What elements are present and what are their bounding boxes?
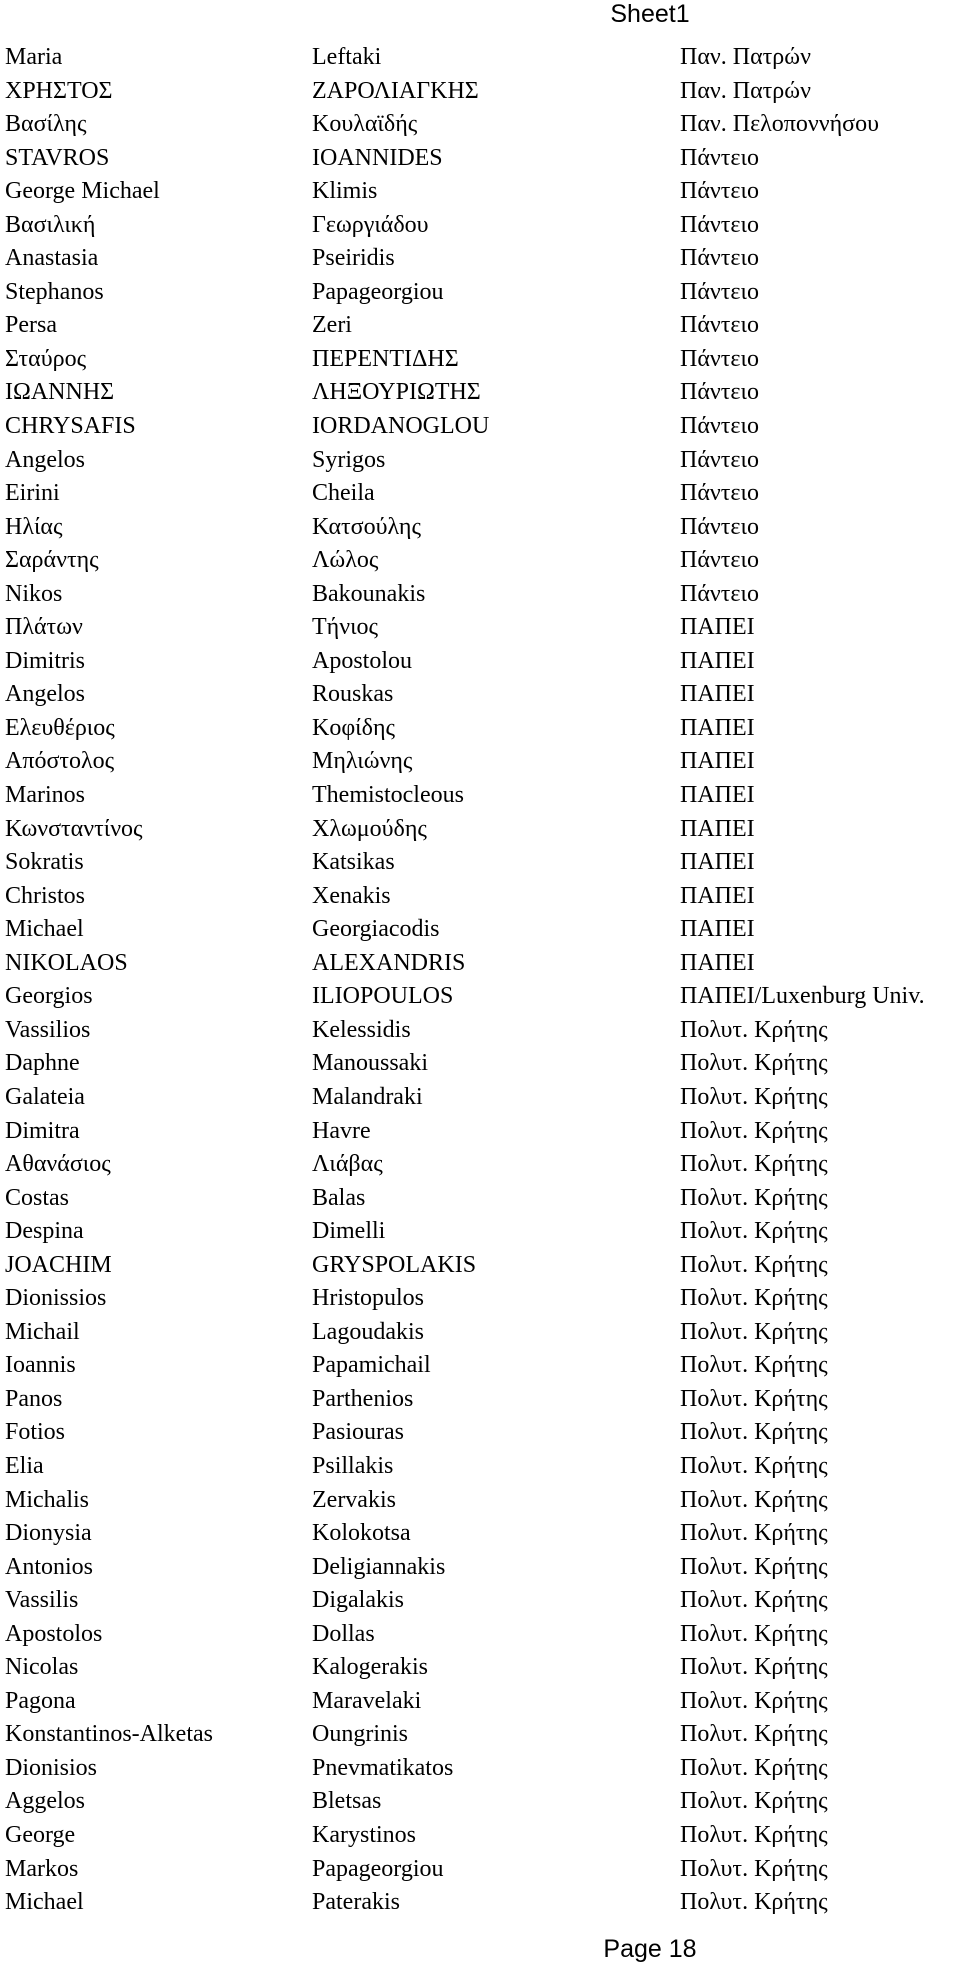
last-name-cell: Κουλαϊδής	[312, 111, 418, 138]
table-row	[5, 1685, 960, 1719]
first-name-cell: Daphne	[5, 1050, 80, 1077]
last-name-cell: Psillakis	[312, 1452, 394, 1479]
institution-cell: ΠΑΠΕΙ	[680, 614, 755, 641]
last-name-cell: Χλωμούδης	[312, 815, 427, 842]
institution-cell: Πολυτ. Κρήτης	[680, 1352, 828, 1379]
first-name-cell: Dimitris	[5, 647, 86, 674]
table-row	[5, 678, 960, 712]
table-row	[5, 1282, 960, 1316]
last-name-cell: IOANNIDES	[312, 144, 443, 171]
institution-cell: Πάντειο	[680, 278, 759, 305]
last-name-cell: ΛΗΞΟΥΡΙΩΤΗΣ	[312, 379, 481, 406]
institution-cell: Πολυτ. Κρήτης	[680, 1385, 828, 1412]
table-row	[5, 1115, 960, 1149]
first-name-cell: Eirini	[5, 480, 60, 507]
first-name-cell: Stephanos	[5, 278, 104, 305]
last-name-cell: Katsikas	[312, 849, 395, 876]
table-row	[5, 410, 960, 444]
first-name-cell: Dionysia	[5, 1520, 92, 1547]
last-name-cell: Klimis	[312, 178, 378, 205]
last-name-cell: ALEXANDRIS	[312, 949, 466, 976]
first-name-cell: Maria	[5, 44, 63, 70]
institution-cell: Παν. Πατρών	[680, 44, 811, 70]
institution-cell: Πολυτ. Κρήτης	[680, 1452, 828, 1479]
institution-cell: ΠΑΠΕΙ	[680, 849, 755, 876]
institution-cell: Πάντειο	[680, 211, 759, 238]
first-name-cell: Angelos	[5, 446, 85, 473]
institution-cell: Πάντειο	[680, 178, 759, 205]
institution-cell: Πολυτ. Κρήτης	[680, 1486, 828, 1513]
institution-cell: Πάντειο	[680, 379, 759, 406]
last-name-cell: Cheila	[312, 480, 375, 507]
first-name-cell: Dionissios	[5, 1285, 107, 1312]
first-name-cell: Dionisios	[5, 1754, 98, 1781]
table-row	[5, 41, 960, 75]
institution-cell: ΠΑΠΕΙ	[680, 916, 755, 943]
first-name-cell: George Michael	[5, 178, 160, 205]
first-name-cell: Vassilios	[5, 1016, 91, 1043]
last-name-cell: IORDANOGLOU	[312, 413, 490, 440]
first-name-cell: Elia	[5, 1452, 44, 1479]
last-name-cell: Pseiridis	[312, 245, 395, 272]
last-name-cell: Digalakis	[312, 1587, 404, 1614]
first-name-cell: Κωνσταντίνος	[5, 815, 143, 842]
first-name-cell: Antonios	[5, 1553, 94, 1580]
table-row	[5, 376, 960, 410]
last-name-cell: Havre	[312, 1117, 371, 1144]
table-row	[5, 1584, 960, 1618]
last-name-cell: Parthenios	[312, 1385, 414, 1412]
first-name-cell: NIKOLAOS	[5, 949, 128, 976]
last-name-cell: Dimelli	[312, 1218, 386, 1245]
table-row	[5, 1215, 960, 1249]
last-name-cell: Karystinos	[312, 1821, 416, 1848]
table-row	[5, 242, 960, 276]
table-row	[5, 1316, 960, 1350]
institution-cell: ΠΑΠΕΙ	[680, 815, 755, 842]
table-row	[5, 846, 960, 880]
institution-cell: Πολυτ. Κρήτης	[680, 1788, 828, 1815]
last-name-cell: Pnevmatikatos	[312, 1754, 454, 1781]
table-row	[5, 1785, 960, 1819]
table-row	[5, 343, 960, 377]
first-name-cell: Konstantinos-Alketas	[5, 1721, 213, 1748]
last-name-cell: Deligiannakis	[312, 1553, 446, 1580]
last-name-cell: GRYSPOLAKIS	[312, 1251, 477, 1278]
institution-cell: Πάντειο	[680, 580, 759, 607]
institution-cell: Πάντειο	[680, 144, 759, 171]
last-name-cell: Zervakis	[312, 1486, 396, 1513]
first-name-cell: Georgios	[5, 983, 93, 1010]
first-name-cell: Vassilis	[5, 1587, 79, 1614]
institution-cell: Πολυτ. Κρήτης	[680, 1419, 828, 1446]
institution-cell: Πολυτ. Κρήτης	[680, 1754, 828, 1781]
last-name-cell: ILIOPOULOS	[312, 983, 454, 1010]
table-row	[5, 813, 960, 847]
institution-cell: Παν. Πατρών	[680, 77, 811, 104]
first-name-cell: Βασίλης	[5, 111, 87, 138]
table-row	[5, 980, 960, 1014]
first-name-cell: Βασιλική	[5, 211, 96, 238]
first-name-cell: CHRYSAFIS	[5, 413, 136, 440]
institution-cell: Πολυτ. Κρήτης	[680, 1285, 828, 1312]
last-name-cell: Oungrinis	[312, 1721, 408, 1748]
institution-cell: Πάντειο	[680, 547, 759, 574]
institution-cell: Πολυτ. Κρήτης	[680, 1821, 828, 1848]
institution-cell: Πολυτ. Κρήτης	[680, 1050, 828, 1077]
table-row	[5, 578, 960, 612]
first-name-cell: Angelos	[5, 681, 85, 708]
first-name-cell: Sokratis	[5, 849, 84, 876]
table-row	[5, 1249, 960, 1283]
table-row	[5, 75, 960, 109]
table-row	[5, 947, 960, 981]
table-row	[5, 1450, 960, 1484]
table-row	[5, 712, 960, 746]
institution-cell: Πολυτ. Κρήτης	[680, 1587, 828, 1614]
first-name-cell: Galateia	[5, 1083, 85, 1110]
institution-cell: ΠΑΠΕΙ	[680, 949, 755, 976]
last-name-cell: Zeri	[312, 312, 352, 339]
first-name-cell: Marinos	[5, 782, 85, 809]
institution-cell: Πολυτ. Κρήτης	[680, 1151, 828, 1178]
last-name-cell: Apostolou	[312, 647, 413, 674]
last-name-cell: ΖΑΡΟΛΙΑΓΚΗΣ	[312, 77, 479, 104]
first-name-cell: Anastasia	[5, 245, 99, 272]
last-name-cell: Κοφίδης	[312, 714, 396, 741]
institution-cell: Πολυτ. Κρήτης	[680, 1721, 828, 1748]
institution-cell: Πολυτ. Κρήτης	[680, 1520, 828, 1547]
first-name-cell: Nicolas	[5, 1654, 79, 1681]
last-name-cell: Rouskas	[312, 681, 394, 708]
first-name-cell: Nikos	[5, 580, 63, 607]
institution-cell: Πολυτ. Κρήτης	[680, 1855, 828, 1882]
last-name-cell: Manoussaki	[312, 1050, 428, 1077]
name-list-table	[5, 41, 960, 1920]
first-name-cell: ΧΡΗΣΤΟΣ	[5, 77, 113, 104]
last-name-cell: Pasiouras	[312, 1419, 404, 1446]
table-row	[5, 1853, 960, 1887]
first-name-cell: JOACHIM	[5, 1251, 112, 1278]
first-name-cell: Persa	[5, 312, 57, 339]
institution-cell: Πάντειο	[680, 312, 759, 339]
table-row	[5, 1819, 960, 1853]
last-name-cell: Λιάβας	[312, 1151, 383, 1178]
first-name-cell: Αθανάσιος	[5, 1151, 111, 1178]
institution-cell: Πολυτ. Κρήτης	[680, 1251, 828, 1278]
last-name-cell: Lagoudakis	[312, 1318, 424, 1345]
table-row	[5, 645, 960, 679]
first-name-cell: Σαράντης	[5, 547, 99, 574]
first-name-cell: Pagona	[5, 1687, 76, 1714]
first-name-cell: Christos	[5, 882, 86, 909]
first-name-cell: Michael	[5, 1889, 84, 1916]
table-row	[5, 444, 960, 478]
institution-cell: Πολυτ. Κρήτης	[680, 1218, 828, 1245]
table-row	[5, 1517, 960, 1551]
institution-cell: ΠΑΠΕΙ	[680, 681, 755, 708]
last-name-cell: Bletsas	[312, 1788, 382, 1815]
first-name-cell: Aggelos	[5, 1788, 85, 1815]
table-row	[5, 142, 960, 176]
institution-cell: ΠΑΠΕΙ/Luxenburg Univ.	[680, 983, 925, 1010]
first-name-cell: Costas	[5, 1184, 70, 1211]
first-name-cell: ΙΩΑΝΝΗΣ	[5, 379, 115, 406]
table-row	[5, 611, 960, 645]
table-row	[5, 1383, 960, 1417]
institution-cell: ΠΑΠΕΙ	[680, 714, 755, 741]
institution-cell: Παν. Πελοποννήσου	[680, 111, 879, 138]
last-name-cell: Balas	[312, 1184, 366, 1211]
sheet-title: Sheet1	[610, 0, 690, 28]
last-name-cell: Λώλος	[312, 547, 379, 574]
institution-cell: Πολυτ. Κρήτης	[680, 1553, 828, 1580]
last-name-cell: Maravelaki	[312, 1687, 422, 1714]
last-name-cell: Kolokotsa	[312, 1520, 411, 1547]
table-row	[5, 1718, 960, 1752]
table-row	[5, 880, 960, 914]
table-row	[5, 544, 960, 578]
first-name-cell: Dimitra	[5, 1117, 80, 1144]
institution-cell: Πάντειο	[680, 446, 759, 473]
table-row	[5, 1551, 960, 1585]
last-name-cell: Κατσούλης	[312, 513, 421, 540]
last-name-cell: Kelessidis	[312, 1016, 411, 1043]
first-name-cell: Michail	[5, 1318, 80, 1345]
last-name-cell: Xenakis	[312, 882, 391, 909]
table-row	[5, 1416, 960, 1450]
table-row	[5, 1886, 960, 1920]
table-row	[5, 779, 960, 813]
last-name-cell: Papageorgiou	[312, 1855, 444, 1882]
table-row	[5, 1618, 960, 1652]
table-row	[5, 1014, 960, 1048]
first-name-cell: Πλάτων	[5, 614, 83, 641]
last-name-cell: Dollas	[312, 1620, 375, 1647]
institution-cell: Πολυτ. Κρήτης	[680, 1889, 828, 1916]
institution-cell: Πάντειο	[680, 345, 759, 372]
institution-cell: Πολυτ. Κρήτης	[680, 1117, 828, 1144]
last-name-cell: Leftaki	[312, 44, 382, 70]
last-name-cell: Syrigos	[312, 446, 386, 473]
institution-cell: Πολυτ. Κρήτης	[680, 1184, 828, 1211]
table-row	[5, 1484, 960, 1518]
institution-cell: ΠΑΠΕΙ	[680, 748, 755, 775]
institution-cell: Πολυτ. Κρήτης	[680, 1687, 828, 1714]
table-row	[5, 745, 960, 779]
institution-cell: ΠΑΠΕΙ	[680, 782, 755, 809]
last-name-cell: Papamichail	[312, 1352, 431, 1379]
table-row	[5, 1047, 960, 1081]
first-name-cell: Apostolos	[5, 1620, 103, 1647]
table-row	[5, 1081, 960, 1115]
table-row	[5, 1752, 960, 1786]
page-number: Page 18	[603, 1935, 697, 1963]
last-name-cell: Μηλιώνης	[312, 748, 413, 775]
table-row	[5, 209, 960, 243]
institution-cell: Πάντειο	[680, 245, 759, 272]
first-name-cell: Michael	[5, 916, 84, 943]
first-name-cell: Panos	[5, 1385, 63, 1412]
first-name-cell: Fotios	[5, 1419, 66, 1446]
first-name-cell: Σταύρος	[5, 345, 87, 372]
last-name-cell: Τήνιος	[312, 614, 379, 641]
institution-cell: Πολυτ. Κρήτης	[680, 1654, 828, 1681]
first-name-cell: Ηλίας	[5, 513, 63, 540]
last-name-cell: Papageorgiou	[312, 278, 444, 305]
table-row	[5, 913, 960, 947]
last-name-cell: Kalogerakis	[312, 1654, 428, 1681]
table-row	[5, 276, 960, 310]
table-row	[5, 477, 960, 511]
institution-cell: ΠΑΠΕΙ	[680, 882, 755, 909]
institution-cell: ΠΑΠΕΙ	[680, 647, 755, 674]
institution-cell: Πολυτ. Κρήτης	[680, 1620, 828, 1647]
table-row	[5, 175, 960, 209]
last-name-cell: Paterakis	[312, 1889, 400, 1916]
last-name-cell: Γεωργιάδου	[312, 211, 429, 238]
institution-cell: Πάντειο	[680, 480, 759, 507]
table-row	[5, 1651, 960, 1685]
last-name-cell: Bakounakis	[312, 580, 426, 607]
last-name-cell: Georgiacodis	[312, 916, 440, 943]
first-name-cell: Απόστολος	[5, 748, 115, 775]
first-name-cell: Ioannis	[5, 1352, 76, 1379]
table-row	[5, 108, 960, 142]
first-name-cell: Michalis	[5, 1486, 89, 1513]
institution-cell: Πολυτ. Κρήτης	[680, 1318, 828, 1345]
table-row	[5, 309, 960, 343]
first-name-cell: George	[5, 1821, 76, 1848]
table-row	[5, 1349, 960, 1383]
first-name-cell: Despina	[5, 1218, 84, 1245]
last-name-cell: ΠΕΡΕΝΤΙΔΗΣ	[312, 345, 459, 372]
last-name-cell: Themistocleous	[312, 782, 464, 809]
table-row	[5, 1182, 960, 1216]
first-name-cell: Ελευθέριος	[5, 714, 115, 741]
last-name-cell: Malandraki	[312, 1083, 423, 1110]
last-name-cell: Hristopulos	[312, 1285, 425, 1312]
institution-cell: Πάντειο	[680, 413, 759, 440]
table-row	[5, 1148, 960, 1182]
institution-cell: Πολυτ. Κρήτης	[680, 1016, 828, 1043]
table-row	[5, 511, 960, 545]
first-name-cell: Markos	[5, 1855, 79, 1882]
institution-cell: Πάντειο	[680, 513, 759, 540]
first-name-cell: STAVROS	[5, 144, 110, 171]
institution-cell: Πολυτ. Κρήτης	[680, 1083, 828, 1110]
